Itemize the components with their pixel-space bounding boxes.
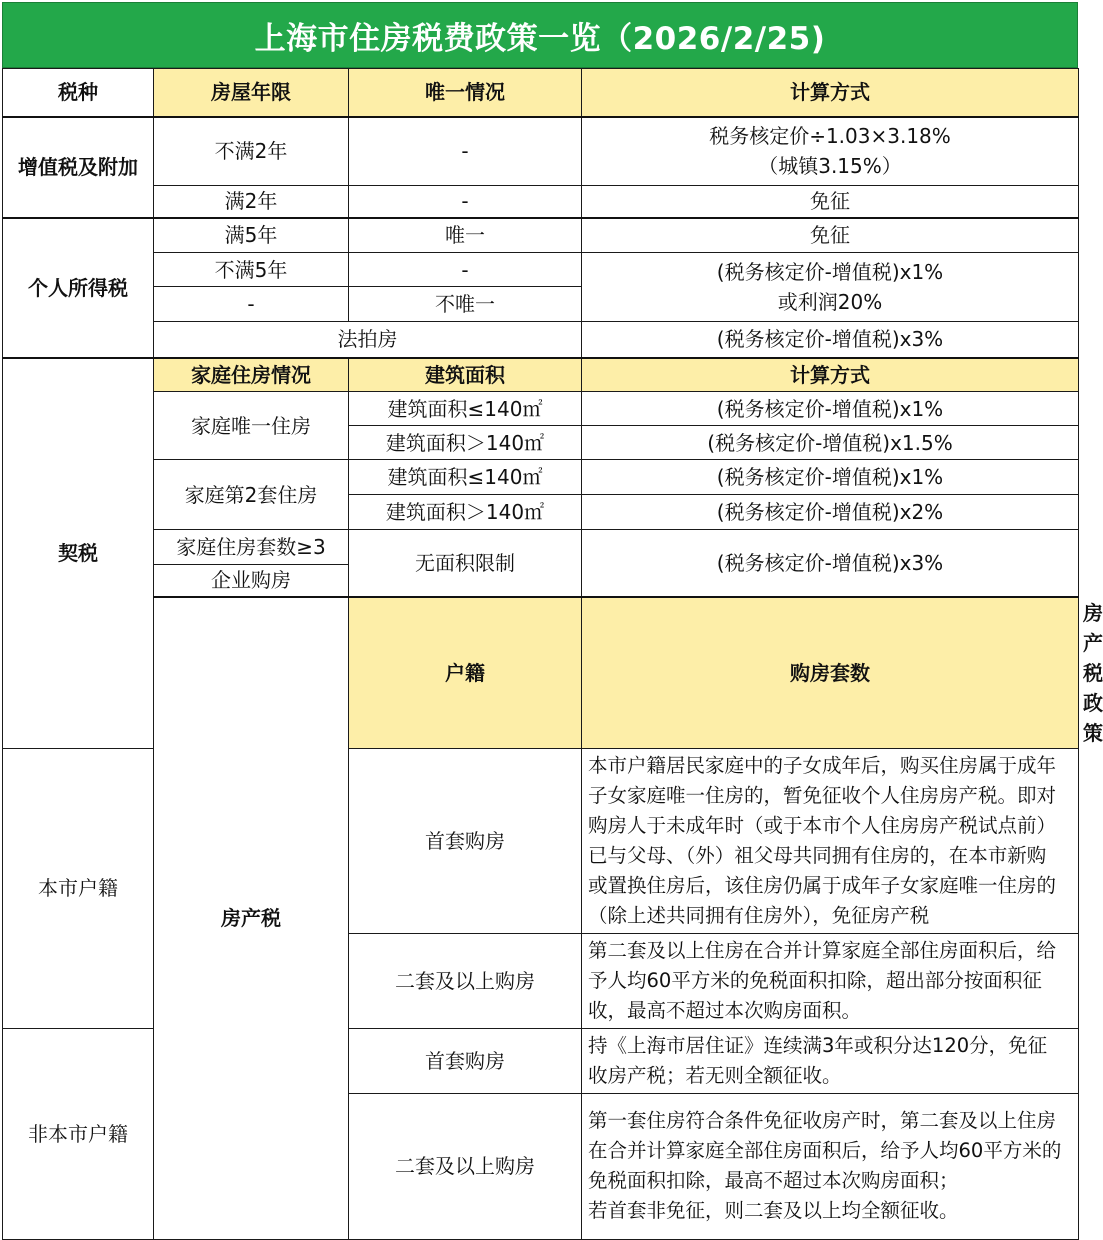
policy-line: 已与父母、（外）祖父母共同拥有住房的，在本市新购: [588, 843, 1047, 867]
area-cell: 建筑面积≤140㎡: [349, 460, 582, 495]
years-cell: 满5年: [154, 218, 349, 253]
policy-line: 或置换住房后，该住房仍属于成年子女家庭唯一住房的: [588, 873, 1057, 897]
policy-line: 收房产税；若无则全额征收。: [588, 1063, 842, 1087]
calc-line: (税务核定价-增值税)x1%: [716, 260, 944, 284]
family-cell: 企业购房: [154, 565, 349, 597]
policy-line: 本市户籍居民家庭中的子女成年后，购买住房属于成年: [588, 753, 1057, 777]
policy-line: 子女家庭唯一住房的，暂免征收个人住房房产税。即对: [588, 783, 1057, 807]
deed-header-family: 家庭住房情况: [154, 358, 349, 392]
policy-line: （除上述共同拥有住房外），免征房产税: [588, 903, 930, 927]
family-cell: 家庭第2套住房: [154, 460, 349, 530]
table-row: [3, 358, 1079, 392]
calc-cell: (税务核定价-增值税)x1.5%: [582, 426, 1079, 460]
policy-line: 在合并计算家庭全部住房面积后，给予人均60平方米的: [588, 1139, 1062, 1162]
deed-header-calc: 计算方式: [582, 358, 1079, 392]
deed-header-area: 建筑面积: [349, 358, 582, 392]
count-cell: 首套购房: [349, 748, 582, 933]
calc-cell: [582, 253, 1079, 322]
policy-line: 免税面积扣除，最高不超过本次购房面积；: [588, 1169, 959, 1192]
col-header-unique: 唯一情况: [349, 69, 582, 117]
hukou-cell: 非本市户籍: [3, 1028, 154, 1239]
policy-line: 予人均60平方米的免税面积扣除，超出部分按面积征: [588, 968, 1042, 992]
unique-cell: 唯一: [349, 218, 582, 253]
years-cell: 不满2年: [154, 117, 349, 186]
table-row: 房产税 户籍 购房套数 房产税政策: [3, 597, 1079, 749]
calc-cell: (税务核定价-增值税)x3%: [582, 322, 1079, 358]
table-row: [3, 322, 1079, 358]
policy-cell: [582, 933, 1079, 1028]
family-cell: 家庭住房套数≥3: [154, 530, 349, 565]
col-header-tax-type: 税种: [3, 69, 154, 117]
tax-name-property: 房产税: [154, 597, 349, 1240]
area-cell: 建筑面积≤140㎡: [349, 392, 582, 426]
tax-name-deed: 契税: [3, 358, 154, 749]
calc-cell: 免征: [582, 186, 1079, 218]
table-row: [3, 186, 1079, 218]
unique-cell: 不唯一: [349, 287, 582, 322]
table-row: [3, 530, 1079, 565]
area-cell: 无面积限制: [349, 530, 582, 597]
calc-cell: (税务核定价-增值税)x3%: [582, 530, 1079, 597]
calc-line: 或利润20%: [777, 290, 883, 314]
property-header-hukou: 户籍: [349, 597, 582, 749]
table-row: [3, 392, 1079, 426]
area-cell: 建筑面积＞140㎡: [349, 495, 582, 530]
count-cell: 二套及以上购房: [349, 933, 582, 1028]
policy-cell: [582, 1028, 1079, 1093]
hukou-cell: 本市户籍: [3, 748, 154, 1028]
area-cell: 建筑面积＞140㎡: [349, 426, 582, 460]
page-title: 上海市住房税费政策一览（2026/2/25): [2, 2, 1078, 68]
calc-cell: (税务核定价-增值税)x1%: [582, 392, 1079, 426]
policy-line: 第一套住房符合条件免征收房产时，第二套及以上住房: [588, 1109, 1057, 1132]
unique-cell: -: [349, 117, 582, 186]
policy-line: 若首套非免征，则二套及以上均全额征收。: [588, 1199, 959, 1222]
count-cell: 二套及以上购房: [349, 1093, 582, 1239]
calc-line: 税务核定价÷1.03×3.18%: [709, 124, 951, 149]
table-row: [3, 117, 1079, 186]
table-row: [3, 460, 1079, 495]
policy-line: 购房人于未成年时（或于本市个人住房房产税试点前）: [588, 813, 1057, 837]
policy-line: 第二套及以上住房在合并计算家庭全部住房面积后，给: [588, 938, 1057, 962]
unique-cell: -: [349, 186, 582, 218]
years-cell: -: [154, 287, 349, 322]
years-cell: 满2年: [154, 186, 349, 218]
calc-cell: (税务核定价-增值税)x2%: [582, 495, 1079, 530]
unique-cell: -: [349, 253, 582, 287]
col-header-years: 房屋年限: [154, 69, 349, 117]
tax-name-income: 个人所得税: [3, 218, 154, 358]
family-cell: 家庭唯一住房: [154, 392, 349, 460]
policy-line: 收，最高不超过本次购房面积。: [588, 998, 862, 1022]
tax-name-vat: 增值税及附加: [3, 117, 154, 218]
table-header-row: [3, 69, 1079, 117]
policy-cell: [582, 1093, 1079, 1239]
count-cell: 首套购房: [349, 1028, 582, 1093]
years-cell: 不满5年: [154, 253, 349, 287]
property-header-count: 购房套数: [582, 597, 1079, 749]
calc-cell: 免征: [582, 218, 1079, 253]
table-row: [3, 253, 1079, 287]
tax-table: [2, 68, 1103, 1240]
table-row: [3, 218, 1079, 253]
calc-line: （城镇3.15%）: [758, 154, 902, 179]
policy-cell: [582, 748, 1079, 933]
calc-cell: (税务核定价-增值税)x1%: [582, 460, 1079, 495]
auction-house-cell: 法拍房: [154, 322, 582, 358]
policy-line: 持《上海市居住证》连续满3年或积分达120分，免征: [588, 1033, 1048, 1057]
col-header-calc: 计算方式: [582, 69, 1079, 117]
calc-cell: [582, 117, 1079, 186]
